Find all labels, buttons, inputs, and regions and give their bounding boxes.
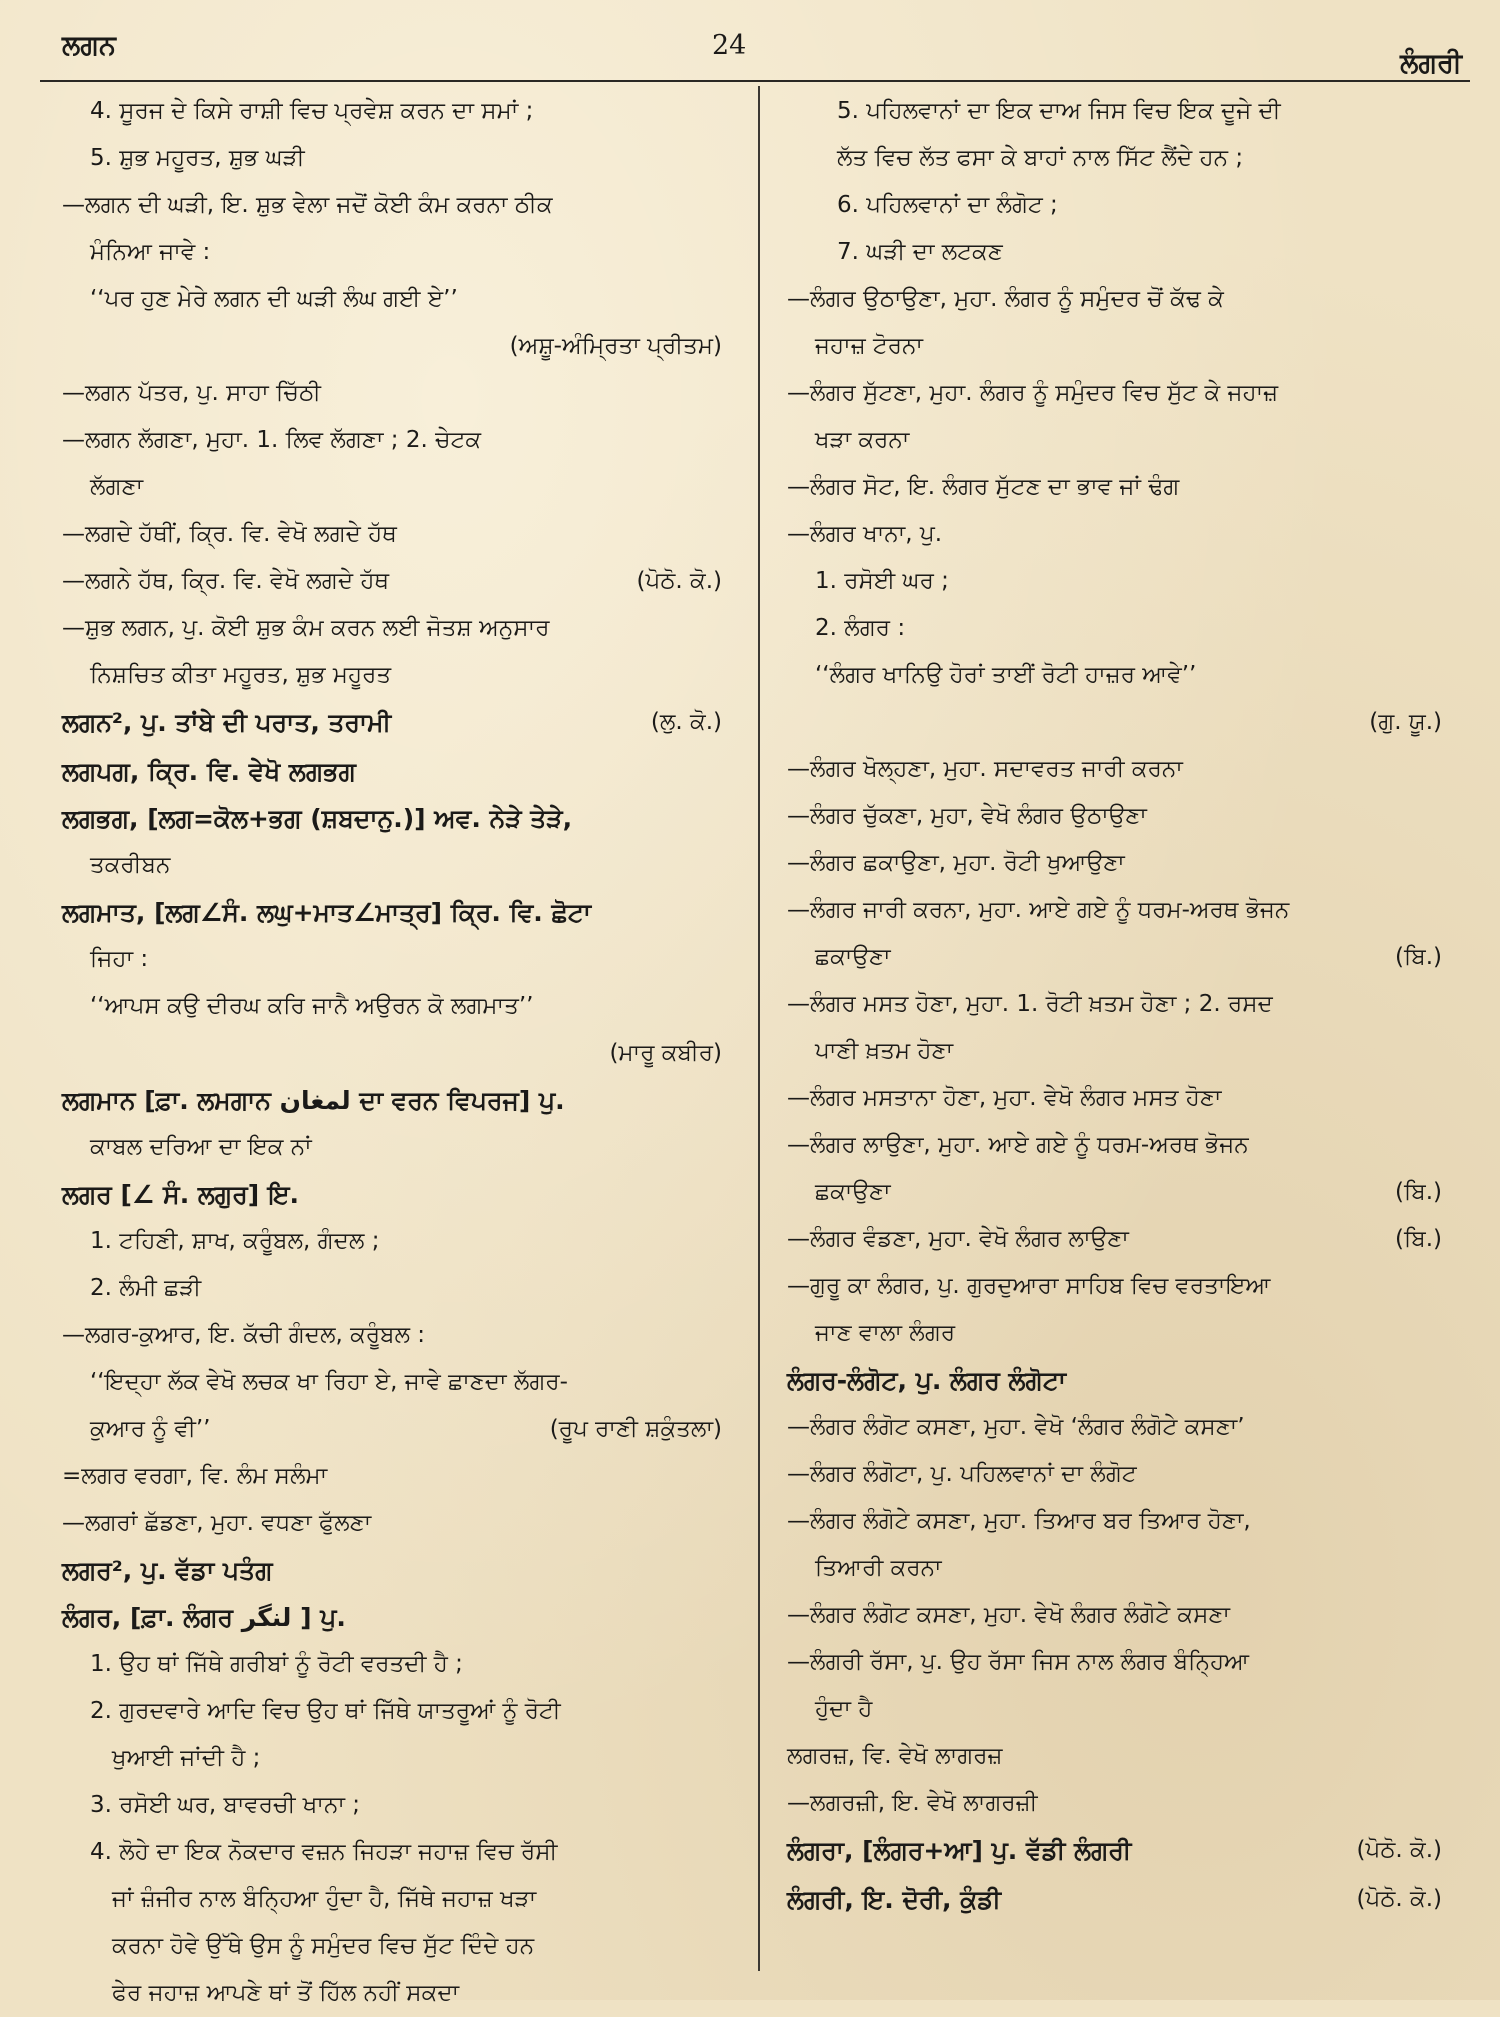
entry-line: —ਗੁਰੂ ਕਾ ਲੰਗਰ, ਪੁ. ਗੁਰਦੁਆਰਾ ਸਾਹਿਬ ਵਿਚ ਵਰਤਾਇਆ — [787, 1273, 1271, 1299]
header-left-guide-word: ਲਗਨ — [62, 30, 116, 61]
sense-line: ਕਰਨਾ ਹੋਵੇ ਉੱਥੇ ਉਸ ਨੂੰ ਸਮੁੰਦਰ ਵਿਚ ਸੁੱਟ ਦਿੰਦੇ ਹਨ — [112, 1933, 535, 1959]
entry-line: ਹੁੰਦਾ ਹੈ — [815, 1696, 873, 1722]
sense-line: 2. ਗੁਰਦਵਾਰੇ ਆਦਿ ਵਿਚ ਉਹ ਥਾਂ ਜਿੱਥੇ ਯਾਤਰੂਆਂ ਨੂੰ ਰੋਟੀ — [90, 1698, 561, 1724]
headword-entry: ਲੰਗਰਾ, [ਲੰਗਰ+ਆ] ਪੁ. ਵੱਡੀ ਲੰਗਰੀ — [787, 1836, 1132, 1865]
entry-line: ਪਾਣੀ ਖ਼ਤਮ ਹੋਣਾ — [815, 1038, 954, 1064]
citation: (ਅਸ਼ੂ-ਅੰਮ੍ਰਿਤਾ ਪ੍ਰੀਤਮ) — [509, 333, 722, 359]
entry-line: ਜਾਣ ਵਾਲਾ ਲੰਗਰ — [815, 1320, 956, 1346]
headword-entry: ਲਗਰ², ਪੁ. ਵੱਡਾ ਪਤੰਗ — [62, 1556, 273, 1585]
headword-entry: ਲੰਗਰੀ, ਇ. ਦੋਰੀ, ਕੁੰਡੀ — [787, 1885, 1002, 1914]
entry-line: —ਲੰਗਰ ਸੋਟ, ਇ. ਲੰਗਰ ਸੁੱਟਣ ਦਾ ਭਾਵ ਜਾਂ ਢੰਗ — [787, 474, 1180, 500]
headword-entry: ਲਗਮਾਤ, [ਲਗ∠ਸੰ. ਲਘੁ+ਮਾਤ∠ਮਾਤ੍ਰ] ਕ੍ਰਿ. ਵਿ. ਛੋਟਾ — [62, 898, 592, 927]
sense-line: ਫੇਰ ਜਹਾਜ਼ ਆਪਣੇ ਥਾਂ ਤੋਂ ਹਿੱਲ ਨਹੀਂ ਸਕਦਾ — [112, 1980, 460, 2006]
sense-line: 5. ਪਹਿਲਵਾਨਾਂ ਦਾ ਇਕ ਦਾਅ ਜਿਸ ਵਿਚ ਇਕ ਦੂਜੇ ਦੀ — [837, 98, 1281, 124]
sense-line: ਜਾਂ ਜ਼ੰਜੀਰ ਨਾਲ ਬੰਨ੍ਹਿਆ ਹੁੰਦਾ ਹੈ, ਜਿੱਥੇ ਜਹਾਜ਼ ਖੜਾ — [112, 1886, 537, 1912]
entry-line: 5. ਸ਼ੁਭ ਮਹੂਰਤ, ਸ਼ੁਭ ਘੜੀ — [90, 145, 305, 171]
quotation-line: ਕੁਆਰ ਨੂੰ ਵੀ’’ — [90, 1416, 211, 1442]
citation: (ਲੁ. ਕੋ.) — [650, 709, 722, 735]
entry-line: —ਲਗਨ ਲੱਗਣਾ, ਮੁਹਾ. 1. ਲਿਵ ਲੱਗਣਾ ; 2. ਚੇਟਕ — [62, 427, 482, 453]
entry-line: —ਲੰਗਰ ਜਾਰੀ ਕਰਨਾ, ਮੁਹਾ. ਆਏ ਗਏ ਨੂੰ ਧਰਮ-ਅਰਥ ਭੋਜਨ — [787, 897, 1290, 923]
sense-line: ਲੱਤ ਵਿਚ ਲੱਤ ਫਸਾ ਕੇ ਬਾਹਾਂ ਨਾਲ ਸਿੱਟ ਲੈਂਦੇ ਹਨ ; — [837, 145, 1244, 171]
sense-line: 1. ਰਸੋਈ ਘਰ ; — [815, 568, 949, 594]
entry-line: —ਲਗਦੇ ਹੱਥੀਂ, ਕ੍ਰਿ. ਵਿ. ਵੇਖੋ ਲਗਦੇ ਹੱਥ — [62, 521, 397, 547]
left-column — [62, 88, 722, 2017]
entry-line: ਛਕਾਉਣਾ — [815, 944, 891, 970]
entry-line: —ਲਗਰਜ਼ੀ, ਇ. ਵੇਖੋ ਲਾਗਰਜ਼ੀ — [787, 1790, 1038, 1816]
citation: (ਰੂਪ ਰਾਣੀ ਸ਼ਕੁੰਤਲਾ) — [549, 1416, 722, 1442]
header-rule — [40, 80, 1470, 82]
citation: (ਬਿ.) — [1394, 1179, 1442, 1205]
quotation-line: ‘‘ਇਦ੍ਹਾ ਲੱਕ ਵੇਖੋ ਲਚਕ ਖਾ ਰਿਹਾ ਏ, ਜਾਵੇ ਛਾਣਦਾ ਲੱਗਰ- — [90, 1369, 568, 1395]
entry-line: —ਲੰਗਰ ਖੋਲ੍ਹਣਾ, ਮੁਹਾ. ਸਦਾਵਰਤ ਜਾਰੀ ਕਰਨਾ — [787, 756, 1183, 782]
entry-line: —ਲੰਗਰ ਮਸਤਾਨਾ ਹੋਣਾ, ਮੁਹਾ. ਵੇਖੋ ਲੰਗਰ ਮਸਤ ਹੋਣਾ — [787, 1085, 1222, 1111]
entry-line: ਜਹਾਜ਼ ਟੋਰਨਾ — [815, 333, 923, 359]
column-divider — [758, 86, 760, 1971]
sense-line: 2. ਲੰਗਰ : — [815, 615, 906, 641]
citation: (ਪੋਠੋ. ਕੋ.) — [636, 568, 722, 594]
headword-entry: ਲੰਗਰ-ਲੰਗੋਟ, ਪੁ. ਲੰਗਰ ਲੰਗੋਟਾ — [787, 1366, 1067, 1395]
entry-line: —ਲੰਗਰ ਚੁੱਕਣਾ, ਮੁਹਾ, ਵੇਖੋ ਲੰਗਰ ਉਠਾਉਣਾ — [787, 803, 1147, 829]
citation: (ਗੁ. ਯੂ.) — [1369, 709, 1442, 735]
headword-entry: ਲੰਗਰ, [ਫ਼ਾ. ਲੰਗਰ لنگر ] ਪੁ. — [62, 1603, 346, 1632]
sense-line: 1. ਟਹਿਣੀ, ਸ਼ਾਖ, ਕਰੂੰਬਲ, ਗੰਦਲ ; — [90, 1228, 380, 1254]
quotation-line: ‘‘ਲੰਗਰ ਖਾਨਿਉ ਹੋਰਾਂ ਤਾਈਂ ਰੋਟੀ ਹਾਜ਼ਰ ਆਵੇ’’ — [815, 662, 1197, 688]
headword-entry: ਲਗਰਜ਼, ਵਿ. ਵੇਖੋ ਲਾਗਰਜ਼ — [787, 1743, 1003, 1769]
entry-line: —ਲਗਰਾਂ ਛੱਡਣਾ, ਮੁਹਾ. ਵਧਣਾ ਫੁੱਲਣਾ — [62, 1510, 372, 1536]
entry-line: —ਲਗਨ ਦੀ ਘੜੀ, ਇ. ਸ਼ੁਭ ਵੇਲਾ ਜਦੋਂ ਕੋਈ ਕੰਮ ਕਰਨਾ ਠੀਕ — [62, 192, 553, 218]
headword-entry: ਲਗਨ², ਪੁ. ਤਾਂਬੇ ਦੀ ਪਰਾਤ, ਤਰਾਮੀ — [62, 708, 392, 737]
entry-line: —ਲੰਗਰ ਲੰਗੋਟਾ, ਪੁ. ਪਹਿਲਵਾਨਾਂ ਦਾ ਲੰਗੋਟ — [787, 1461, 1137, 1487]
entry-line: ਲੱਗਣਾ — [90, 474, 144, 500]
citation: (ਪੋਠੋ. ਕੋ.) — [1356, 1837, 1442, 1863]
sense-line: ਖੁਆਈ ਜਾਂਦੀ ਹੈ ; — [112, 1745, 261, 1771]
entry-line: ਕਾਬਲ ਦਰਿਆ ਦਾ ਇਕ ਨਾਂ — [90, 1134, 312, 1160]
entry-line: —ਲੰਗਰ ਲੰਗੋਟ ਕਸਣਾ, ਮੁਹਾ. ਵੇਖੋ ‘ਲੰਗਰ ਲੰਗੋਟੇ ਕਸਣਾ’ — [787, 1414, 1245, 1440]
sense-line: 4. ਲੋਹੇ ਦਾ ਇਕ ਨੋਕਦਾਰ ਵਜ਼ਨ ਜਿਹੜਾ ਜਹਾਜ਼ ਵਿਚ ਰੱਸੀ — [90, 1839, 558, 1865]
sense-line: 6. ਪਹਿਲਵਾਨਾਂ ਦਾ ਲੰਗੋਟ ; — [837, 192, 1058, 218]
entry-line: ਮੰਨਿਆ ਜਾਵੇ : — [90, 239, 211, 265]
right-column — [787, 88, 1442, 1925]
quotation-line: ‘‘ਆਪਸ ਕਉ ਦੀਰਘ ਕਰਿ ਜਾਨੈ ਅਉਰਨ ਕੋ ਲਗਮਾਤ’’ — [90, 993, 534, 1019]
page-number: 24 — [712, 30, 747, 61]
entry-line: ਤਕਰੀਬਨ — [90, 852, 171, 878]
entry-line: —ਲੰਗਰ ਵੰਡਣਾ, ਮੁਹਾ. ਵੇਖੋ ਲੰਗਰ ਲਾਉਣਾ — [787, 1226, 1129, 1252]
sense-line: 2. ਲੰਮੀ ਛੜੀ — [90, 1275, 202, 1301]
sense-line: 3. ਰਸੋਈ ਘਰ, ਬਾਵਰਚੀ ਖਾਨਾ ; — [90, 1792, 360, 1818]
header-right-guide-word: ਲੰਗਰੀ — [1400, 48, 1462, 79]
headword-entry: ਲਗਰ [∠ ਸੰ. ਲਗੁਰ] ਇ. — [62, 1180, 300, 1209]
citation: (ਮਾਰੂ ਕਬੀਰ) — [609, 1040, 722, 1066]
entry-line: —ਲੰਗਰ ਲਾਉਣਾ, ਮੁਹਾ. ਆਏ ਗਏ ਨੂੰ ਧਰਮ-ਅਰਥ ਭੋਜਨ — [787, 1132, 1249, 1158]
entry-line: ਛਕਾਉਣਾ — [815, 1179, 891, 1205]
entry-line: —ਲੰਗਰ ਛਕਾਉਣਾ, ਮੁਹਾ. ਰੋਟੀ ਖੁਆਉਣਾ — [787, 850, 1125, 876]
entry-line: —ਲੰਗਰ ਉਠਾਉਣਾ, ਮੁਹਾ. ਲੰਗਰ ਨੂੰ ਸਮੁੰਦਰ ਚੋਂ ਕੱਢ ਕੇ — [787, 286, 1224, 312]
entry-line: —ਲੰਗਰ ਖਾਨਾ, ਪੁ. — [787, 521, 943, 547]
entry-line: ਤਿਆਰੀ ਕਰਨਾ — [815, 1555, 942, 1581]
headword-entry: ਲਗਭਗ, [ਲਗ=ਕੋਲ+ਭਗ (ਸ਼ਬਦਾਨੁ.)] ਅਵ. ਨੇੜੇ ਤੇੜੇ, — [62, 804, 573, 833]
citation: (ਬਿ.) — [1394, 1226, 1442, 1252]
quotation-line: ‘‘ਪਰ ਹੁਣ ਮੇਰੇ ਲਗਨ ਦੀ ਘੜੀ ਲੰਘ ਗਈ ਏ’’ — [90, 286, 458, 312]
entry-line: —ਲੰਗਰ ਸੁੱਟਣਾ, ਮੁਹਾ. ਲੰਗਰ ਨੂੰ ਸਮੁੰਦਰ ਵਿਚ ਸੁੱਟ ਕੇ ਜਹਾਜ਼ — [787, 380, 1279, 406]
sense-line: 1. ਉਹ ਥਾਂ ਜਿੱਥੇ ਗਰੀਬਾਂ ਨੂੰ ਰੋਟੀ ਵਰਤਦੀ ਹੈ ; — [90, 1651, 463, 1677]
entry-line: —ਲੰਗਰੀ ਰੱਸਾ, ਪੁ. ਉਹ ਰੱਸਾ ਜਿਸ ਨਾਲ ਲੰਗਰ ਬੰਨ੍ਹਿਆ — [787, 1649, 1250, 1675]
entry-line: ਨਿਸ਼ਚਿਤ ਕੀਤਾ ਮਹੂਰਤ, ਸ਼ੁਭ ਮਹੂਰਤ — [90, 662, 392, 688]
entry-line: ਖੜਾ ਕਰਨਾ — [815, 427, 910, 453]
citation: (ਬਿ.) — [1394, 944, 1442, 970]
entry-line: —ਲੰਗਰ ਮਸਤ ਹੋਣਾ, ਮੁਹਾ. 1. ਰੋਟੀ ਖ਼ਤਮ ਹੋਣਾ ; 2. ਰਸਦ — [787, 991, 1273, 1017]
entry-line: —ਸ਼ੁਭ ਲਗਨ, ਪੁ. ਕੋਈ ਸ਼ੁਭ ਕੰਮ ਕਰਨ ਲਈ ਜੋਤਸ਼ ਅਨੁਸਾਰ — [62, 615, 550, 641]
headword-entry: ਲਗਪਗ, ਕ੍ਰਿ. ਵਿ. ਵੇਖੋ ਲਗਭਗ — [62, 757, 356, 786]
entry-line: 4. ਸੂਰਜ ਦੇ ਕਿਸੇ ਰਾਸ਼ੀ ਵਿਚ ਪ੍ਰਵੇਸ਼ ਕਰਨ ਦਾ ਸਮਾਂ ; — [90, 98, 534, 124]
citation: (ਪੋਠੋ. ਕੋ.) — [1356, 1886, 1442, 1912]
entry-line: —ਲਗਨੇ ਹੱਥ, ਕ੍ਰਿ. ਵਿ. ਵੇਖੋ ਲਗਦੇ ਹੱਥ — [62, 568, 390, 594]
entry-line: ਜਿਹਾ : — [90, 946, 149, 972]
headword-entry: ਲਗਮਾਨ [ਫ਼ਾ. ਲਮਗਾਨ لمغان ਦਾ ਵਰਨ ਵਿਪਰਜ] ਪੁ. — [62, 1086, 565, 1115]
sense-line: 7. ਘੜੀ ਦਾ ਲਟਕਣ — [837, 239, 1003, 265]
page-header — [0, 0, 1500, 82]
entry-line: —ਲੰਗਰ ਲੰਗੋਟ ਕਸਣਾ, ਮੁਹਾ. ਵੇਖੋ ਲੰਗਰ ਲੰਗੋਟੇ ਕਸਣਾ — [787, 1602, 1230, 1628]
entry-line: —ਲਗਨ ਪੱਤਰ, ਪੁ. ਸਾਹਾ ਚਿੱਠੀ — [62, 380, 321, 406]
entry-line: —ਲੰਗਰ ਲੰਗੋਟੇ ਕਸਣਾ, ਮੁਹਾ. ਤਿਆਰ ਬਰ ਤਿਆਰ ਹੋਣਾ, — [787, 1508, 1251, 1534]
entry-line: —ਲਗਰ-ਕੁਆਰ, ਇ. ਕੱਚੀ ਗੰਦਲ, ਕਰੂੰਬਲ : — [62, 1322, 426, 1348]
entry-line: =ਲਗਰ ਵਰਗਾ, ਵਿ. ਲੰਮ ਸਲੰਮਾ — [62, 1463, 328, 1489]
